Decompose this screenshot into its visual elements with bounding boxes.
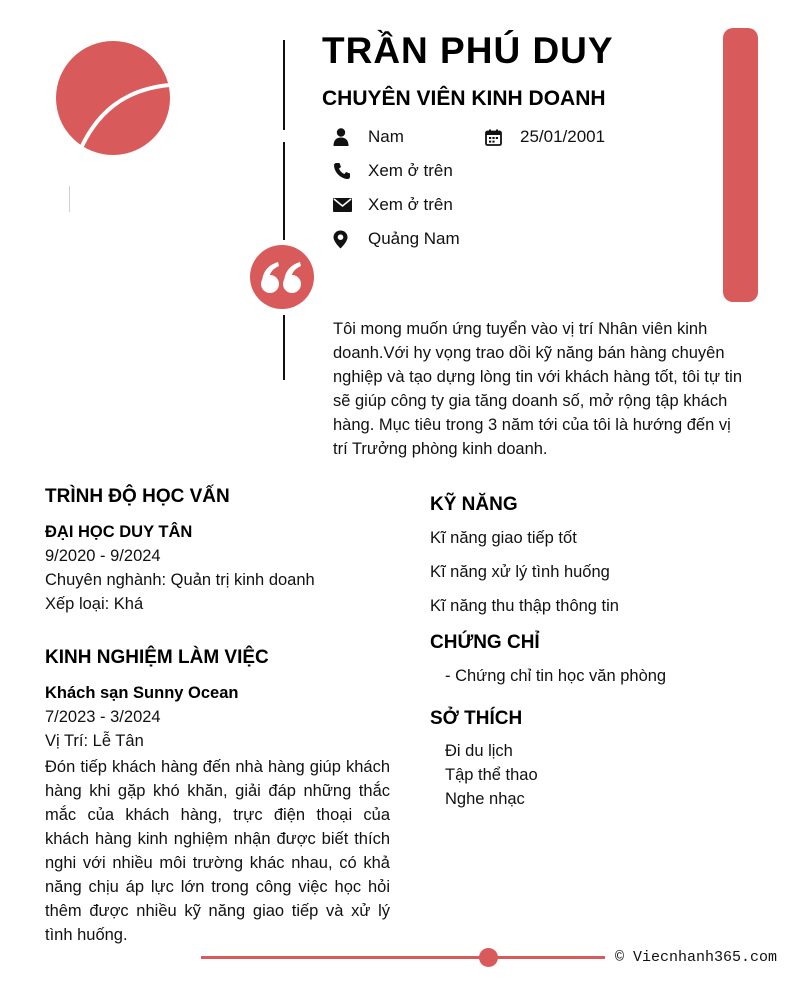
phone-value: Xem ở trên xyxy=(368,161,453,180)
accent-bar xyxy=(723,28,758,302)
person-icon xyxy=(333,126,357,148)
quote-icon xyxy=(250,245,314,309)
candidate-name: TRẦN PHÚ DUY xyxy=(322,30,614,71)
education-grade: Xếp loại: Khá xyxy=(45,595,144,613)
phone-row xyxy=(333,160,453,182)
email-value: Xem ở trên xyxy=(368,195,453,214)
experience-heading: KINH NGHIỆM LÀM VIỆC xyxy=(45,647,269,668)
gender-row xyxy=(333,126,404,148)
experience-position: Vị Trí: Lễ Tân xyxy=(45,732,144,750)
experience-company: Khách sạn Sunny Ocean xyxy=(45,684,239,702)
skills-heading: KỸ NĂNG xyxy=(430,494,518,515)
birthday-value: 25/01/2001 xyxy=(520,127,606,146)
skill-item: Kĩ năng thu thập thông tin xyxy=(430,597,619,615)
avatar xyxy=(56,41,170,155)
hobby-item: Tập thể thao xyxy=(445,766,538,784)
timeline-line-top xyxy=(283,40,285,130)
hobby-item: Nghe nhạc xyxy=(445,790,525,808)
hobby-item: Đi du lịch xyxy=(445,742,513,760)
gender-value: Nam xyxy=(368,127,404,146)
experience-description: Đón tiếp khách hàng đến nhà hàng giúp khách hàng khi gặp khó khăn, giải đáp những thắc mắc của khách hàng, trực điện thoại của khách hàng kinh nghiệm nhận được biết thích nghi với nhiều môi trường khác nhau, có khả năng chịu áp lực lớn trong công việc học hỏi thêm được nhiều kỹ năng giao tiếp và xử lý tình huống. xyxy=(45,758,390,944)
footer-divider xyxy=(201,956,605,959)
address-value: Quảng Nam xyxy=(368,229,460,248)
footer-dot xyxy=(479,948,498,967)
experience-period: 7/2023 - 3/2024 xyxy=(45,708,161,726)
hobbies-heading: SỞ THÍCH xyxy=(430,708,523,729)
address-row xyxy=(333,228,460,250)
job-title: CHUYÊN VIÊN KINH DOANH xyxy=(322,87,606,110)
education-school: ĐẠI HỌC DUY TÂN xyxy=(45,523,193,541)
phone-icon xyxy=(333,160,357,182)
education-heading: TRÌNH ĐỘ HỌC VẤN xyxy=(45,486,230,507)
career-objective: Tôi mong muốn ứng tuyển vào vị trí Nhân viên kinh doanh.Với hy vọng trao dồi kỹ năng bán hàng chuyên nghiệp và tạo dựng lòng tin với khách hàng tốt, tôi tự tin sẽ giúp công ty gia tăng doanh số, mở rộng tập khách hàng. Mục tiêu trong 3 năm tới của tôi là hướng đến vị trí Trưởng phòng kinh doanh. xyxy=(333,320,743,458)
certificates-heading: CHỨNG CHỈ xyxy=(430,632,540,653)
certificate-item: - Chứng chỉ tin học văn phòng xyxy=(445,667,667,685)
calendar-icon xyxy=(485,126,509,148)
birthday-row xyxy=(485,126,605,148)
email-row xyxy=(333,194,453,216)
timeline-line-middle xyxy=(283,142,285,240)
envelope-icon xyxy=(333,194,357,216)
copyright-text: © Viecnhanh365.com xyxy=(615,949,778,966)
education-major: Chuyên nghành: Quản trị kinh doanh xyxy=(45,571,315,589)
timeline-line-bottom xyxy=(283,315,285,380)
education-period: 9/2020 - 9/2024 xyxy=(45,547,161,565)
skill-item: Kĩ năng giao tiếp tốt xyxy=(430,529,577,547)
skill-item: Kĩ năng xử lý tình huống xyxy=(430,563,610,581)
map-pin-icon xyxy=(333,228,357,250)
avatar-divider xyxy=(69,186,70,212)
